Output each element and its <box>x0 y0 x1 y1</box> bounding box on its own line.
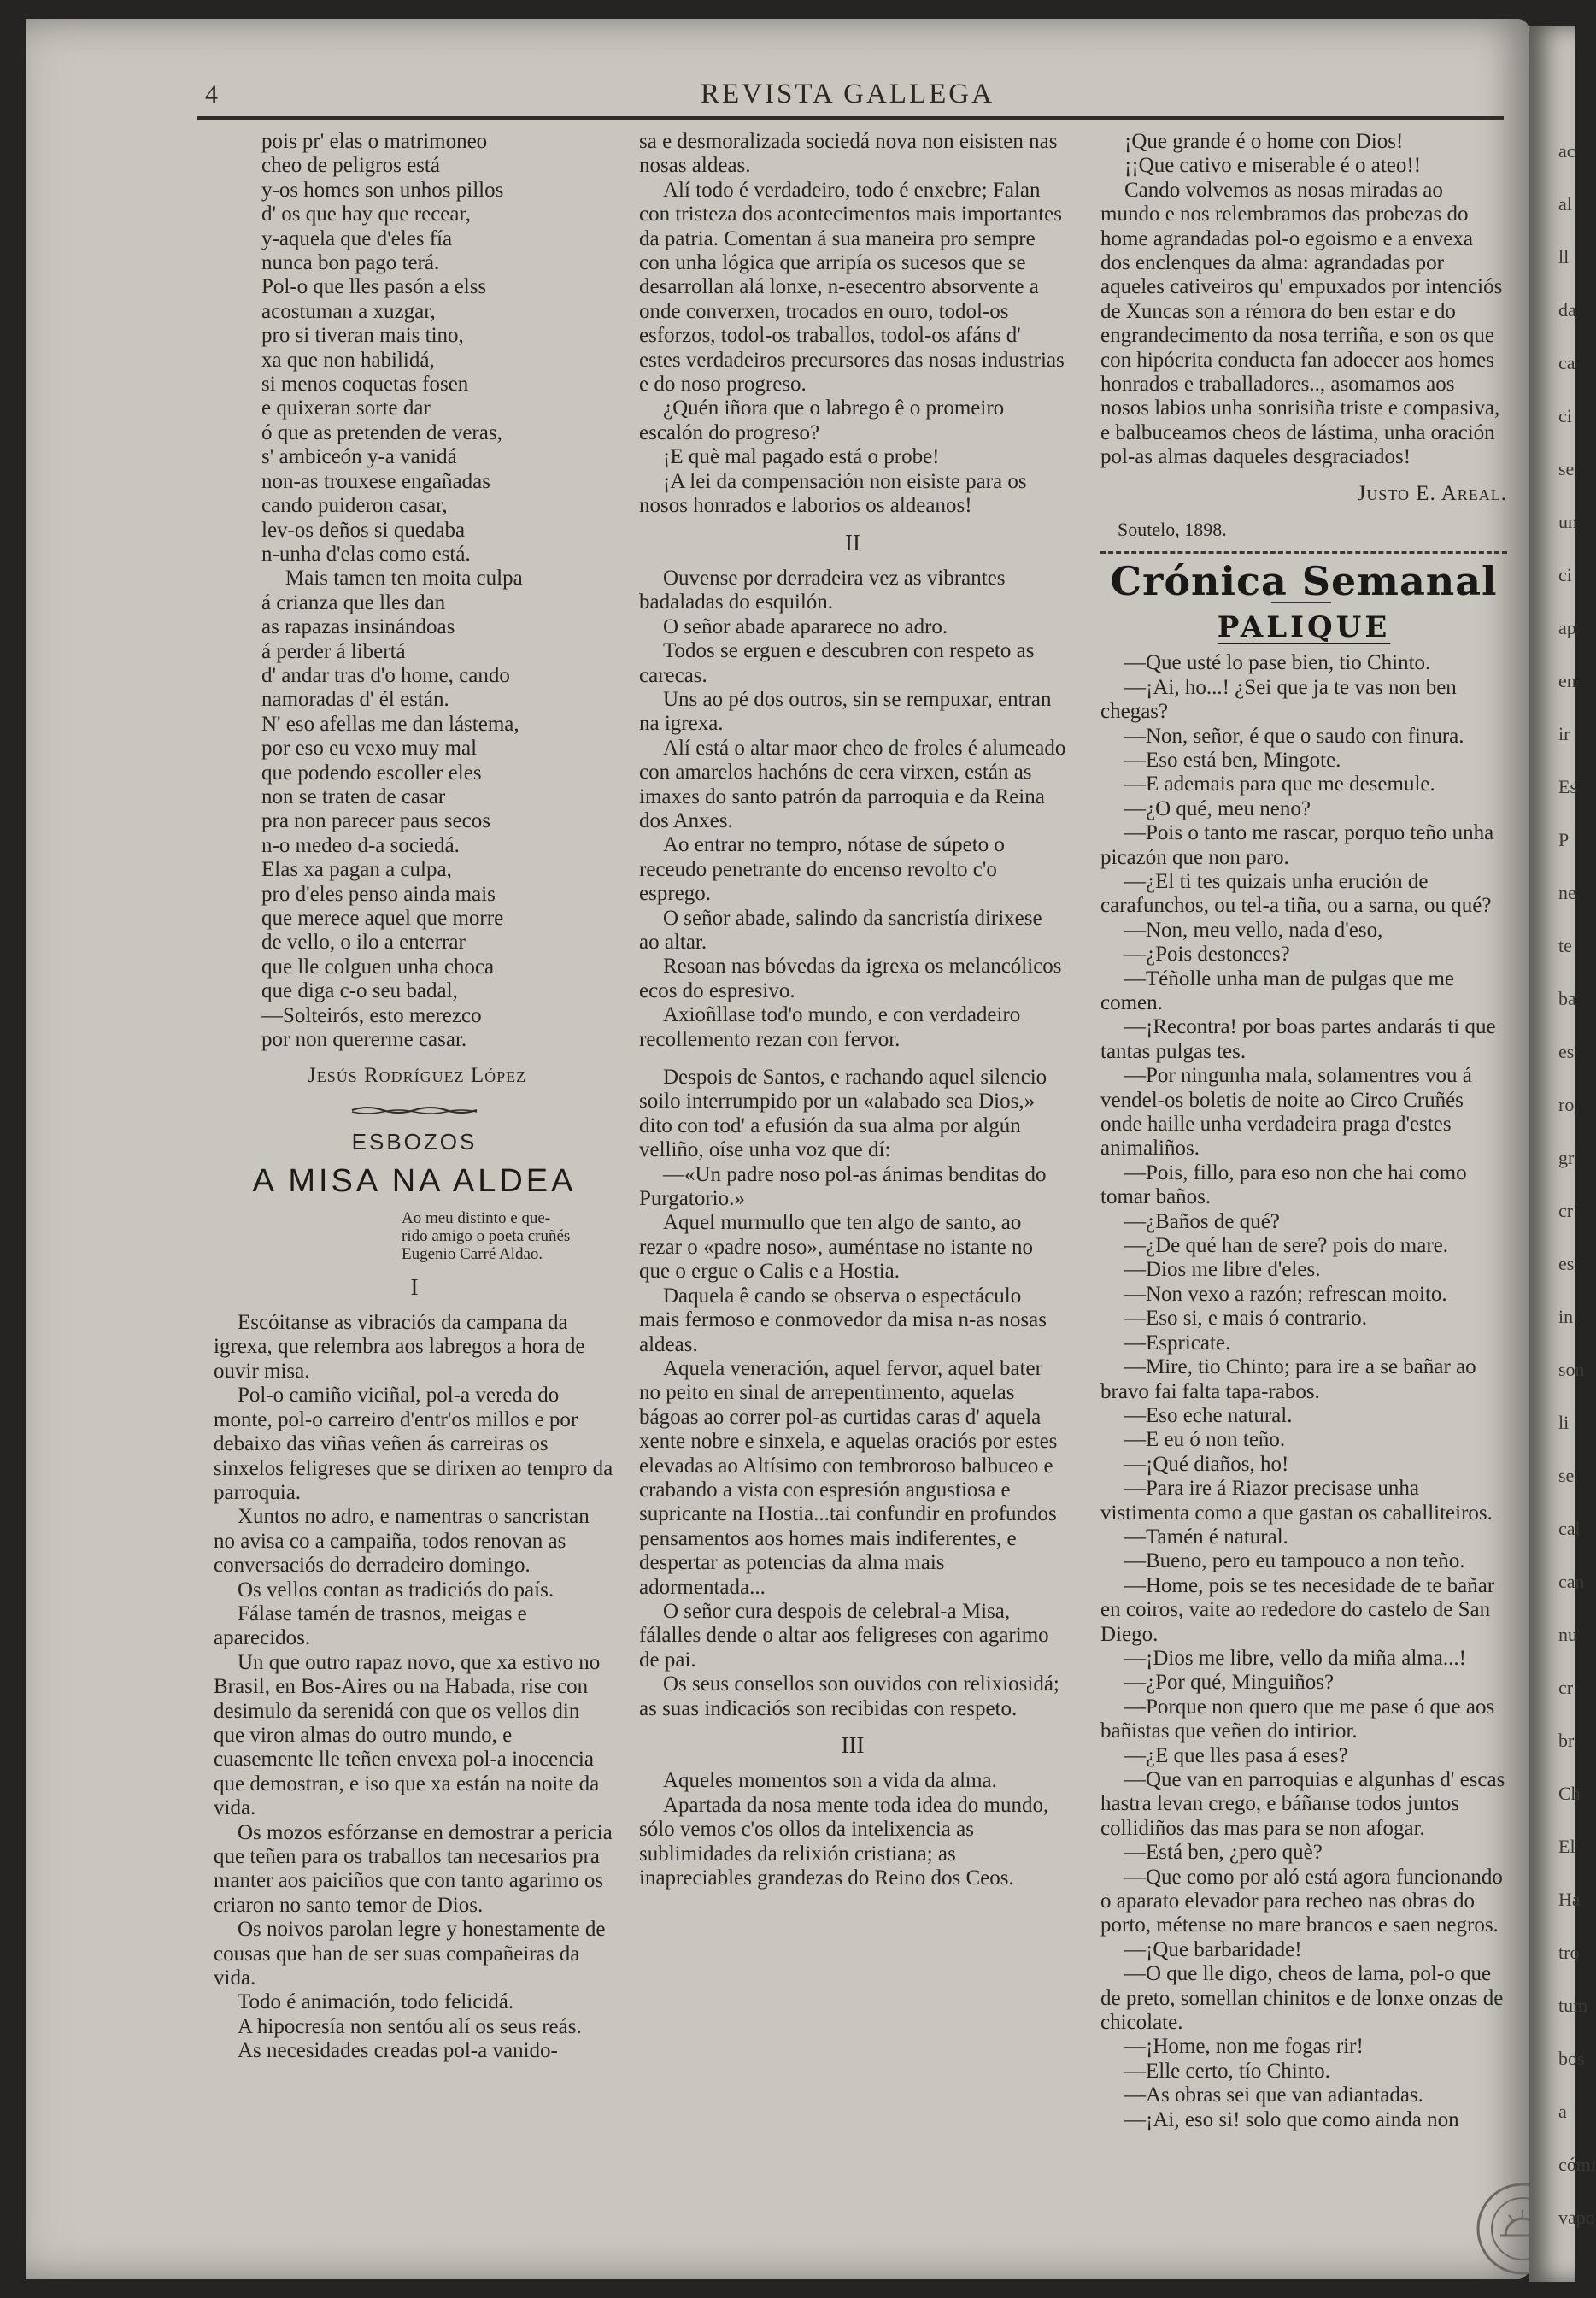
adjacent-page-fragment: se <box>1558 1465 1575 1486</box>
ornament-divider <box>214 1101 615 1120</box>
dialogue-line: —¡Recontra! por boas partes andarás ti que tantas pulgas tes. <box>1100 1015 1496 1063</box>
paragraph: sa e desmoralizada sociedá nova non eisisten nas nosas aldeas. <box>639 130 1058 178</box>
adjacent-page-fragment: ac <box>1558 140 1575 162</box>
paragraph: Escóitanse as vibraciós da campana da igrexa, que relembra aos labregos a hora de ouvir misa. <box>214 1311 585 1383</box>
page-number: 4 <box>205 80 218 109</box>
place-date: Soutelo, 1898. <box>1118 519 1227 541</box>
paragraph: ¡E què mal pagado está o probe! <box>663 445 940 469</box>
paragraph: Aquela veneración, aquel fervor, aquel bater no peito en sinal de arrepentimento, aquelas bágoas ao correr pol-as curtidas caras d' aquela xente nobre e sinxela, e aquelas oraciós por estes elevadas ao Altísimo con tembroroso balbuceo e crabando a vista con espresión angustiosa e supricante na Hostia...tai confundir en profundos pensamentos aos homes mais indiferentes, e despertar as potencias da alma mais adormentada... <box>639 1356 1058 1599</box>
dialogue-line: —¡Qué diaños, ho! <box>1124 1452 1289 1476</box>
dialogue-line: —Home, pois se tes necesidade de te bañar en coiros, vaite ao rededore do castelo de San Diego. <box>1100 1573 1495 1646</box>
newspaper-page <box>26 19 1529 2279</box>
paragraph: ¡Que grande é o home con Dios! <box>1124 130 1404 153</box>
dialogue-line: —¿Baños de qué? <box>1124 1209 1280 1233</box>
dialogue-line: —Non, señor, é que o saudo con finura. <box>1124 724 1464 748</box>
dialogue-line: —Está ben, ¿pero què? <box>1124 1841 1323 1865</box>
verse-line: si menos coquetas fosen <box>261 373 469 397</box>
adjacent-page-fragment: tro <box>1558 1942 1580 1963</box>
verse-line: á crianza que lles dan <box>261 591 446 614</box>
dialogue-line: —¡Home, non me fogas rir! <box>1124 2035 1364 2059</box>
verse-line: N' eso afellas me dan lástema, <box>261 712 519 736</box>
dialogue-line: —¡Ai, ho...! ¿Sei que ja te vas non ben chegas? <box>1100 675 1457 724</box>
column-2 <box>639 130 1066 1890</box>
adjacent-page-fragment: te <box>1558 935 1572 956</box>
dialogue-line: —Pois o tanto me rascar, porquo teño unha picazón que non paro. <box>1100 821 1494 869</box>
verse-line: cheo de peligros está <box>261 154 440 178</box>
subsection-title: PALIQUE <box>1217 609 1391 644</box>
dialogue-line: —Eso está ben, Mingote. <box>1124 748 1341 772</box>
dialogue-line: —Eso si, e mais ó contrario. <box>1124 1307 1367 1331</box>
verse-line: Pol-o que lles pasón a elss <box>261 275 487 299</box>
verse-line: acostuman a xuzgar, <box>261 299 436 323</box>
adjacent-page-fragment: en <box>1558 670 1576 691</box>
verse-line: que merece aquel que morre <box>261 907 504 930</box>
verse-line: pro si tiveran mais tino, <box>261 324 464 348</box>
adjacent-page-fragment: son <box>1558 1359 1585 1380</box>
verse-line: non-as trouxese engañadas <box>261 469 490 493</box>
paragraph: Aqueles momentos son a vida da alma. <box>663 1769 997 1793</box>
dedication-line: rido amigo o poeta cruñés <box>402 1226 571 1245</box>
adjacent-page-fragment: li <box>1558 1412 1570 1433</box>
adjacent-page-edge <box>1529 26 1596 2282</box>
paragraph: Un que outro rapaz novo, que xa estivo no Brasil, en Bos-Aires ou na Habada, rise con desimulo da serenidá con que os vellos din que viron almas do outro mundo, e cuasemente lle teñen envexa pol-a inocencia que demostran, e iso que xa están na noite da vida. <box>214 1650 601 1820</box>
paragraph: Apartada da nosa mente toda idea do mundo, sólo vemos c'os ollos da intelixencia as sublimidades da relixión cristiana; as inapreciables grandezas do Reino dos Ceos. <box>639 1793 1049 1890</box>
dialogue-line: —¡Ai, eso si! solo que como ainda non <box>1124 2107 1459 2131</box>
dialogue-line: —¿El ti tes quizais unha erución de carafunchos, ou tel-a tiña, ou a sarna, ou qué? <box>1100 869 1492 918</box>
paragraph: Daquela ê cando se observa o espectáculo mais fermoso e conmovedor da misa n-as nosas aldeas. <box>639 1284 1047 1356</box>
paragraph: Cando volvemos as nosas miradas ao mundo e nos relembramos das probezas do home agrandadas pol-o egoismo e a envexa dos enclenques da alma: agrandadas por aqueles cativeiros qu' empuxados por intenciós de Xuncas son a rémora do ben estar e do engrandecimento da nosa terriña, e son os que con hipócrita conducta fan adoecer aos homes honrados e traballadores.., asomamos aos nosos labios unha sonrisiña triste e compasiva, e balbuceamos cheos de lástima, unha oración pol-as almas daqueles desgraciados! <box>1100 178 1503 469</box>
dedication-line: Ao meu distinto e que- <box>402 1208 551 1227</box>
adjacent-page-fragment: El <box>1558 1836 1575 1857</box>
adjacent-page-fragment: se <box>1558 458 1575 479</box>
dialogue-line: —Espricate. <box>1124 1331 1231 1355</box>
dialogue <box>1100 651 1507 2132</box>
verse-line: y-os homes son unhos pillos <box>261 178 504 202</box>
dialogue-line: —Téñolle unha man de pulgas que me comen. <box>1100 967 1454 1014</box>
verse-line: as rapazas insinándoas <box>261 615 455 639</box>
adjacent-page-fragment: can <box>1558 1571 1585 1592</box>
verse-line: nunca bon pago terá. <box>261 251 440 275</box>
paragraph: Despois de Santos, e rachando aquel silencio soilo interrumpido por un «alabado sea Dios,» dito con tod' a efusión da sua alma por algún velliño, oíse unha voz que dí: <box>639 1066 1047 1162</box>
dialogue-line: —¡Que barbaridade! <box>1124 1937 1302 1961</box>
verse-line: xa que non habilidá, <box>261 348 435 372</box>
verse-line: que lle colguen unha choca <box>261 955 495 979</box>
dialogue-line: —Non vexo a razón; refrescan moito. <box>1124 1282 1447 1306</box>
paragraph: Axioñllase tod'o mundo, e con verdadeiro recollemento rezan con fervor. <box>639 1003 1021 1051</box>
adjacent-page-fragment: ne <box>1558 882 1576 903</box>
column-3 <box>1100 130 1507 2132</box>
verse-line: que podendo escoller eles <box>261 761 482 785</box>
verse-line: d' andar tras d'o home, cando <box>261 663 510 687</box>
poem-signature: Jesús Rodríguez López <box>308 1064 527 1088</box>
verse-line: pra non parecer paus secos <box>261 809 490 833</box>
paragraph: Todo é animación, todo felicidá. <box>238 1990 514 2014</box>
verse-line: que diga c-o seu badal, <box>261 979 458 1003</box>
dialogue-line: —Que van en parroquias e algunhas d' escas hastra levan crego, e báñanse todos juntos collidiños das mas para se non afogar. <box>1100 1768 1505 1840</box>
dialogue-line: —Tamén é natural. <box>1124 1525 1288 1549</box>
paragraph: Aquel murmullo que ten algo de santo, ao rezar o «padre noso», auméntase no istante no que o ergue o Calis e a Hostia. <box>639 1211 1033 1284</box>
verse-line: cando puideron casar, <box>261 494 448 518</box>
paragraph: Fálase tamén de trasnos, meigas e aparecidos. <box>214 1602 527 1650</box>
dialogue-line: —Elle certo, tío Chinto. <box>1124 2059 1330 2083</box>
adjacent-page-fragment: cr <box>1558 1200 1574 1221</box>
paragraph: Ao entrar no tempro, nótase de súpeto o receudo penetrante do encenso revolto c'o esprego. <box>639 833 1005 906</box>
paragraph: As necesidades creadas pol-a vanido- <box>238 2039 558 2063</box>
adjacent-page-fragment: ca <box>1558 352 1575 373</box>
verse-line: lev-os deños si quedaba <box>261 518 466 542</box>
adjacent-page-fragment: al <box>1558 193 1572 215</box>
dialogue-line: —Pois, fillo, para eso non che hai como tomar baños. <box>1100 1161 1467 1209</box>
paragraph: —«Un padre noso pol-as ánimas benditas do Purgatorio.» <box>639 1162 1047 1211</box>
adjacent-page-fragment: da <box>1558 299 1576 320</box>
paragraph: O señor abade apararece no adro. <box>663 614 948 638</box>
dedication-line: Eugenio Carré Aldao. <box>402 1244 543 1263</box>
paragraph: A hipocresía non sentóu alí os seus reás. <box>238 2014 582 2038</box>
verse-line: de vello, o ilo a enterrar <box>261 931 466 955</box>
paragraph: Alí todo é verdadeiro, todo é enxebre; Falan con tristeza dos acontecimentos mais importantes da patria. Comentan á sua maneira pro sempre con unha lógica que arripía os sucesos que se desarrollan alá lonxe, n-esecentro absorvente a onde converxen, trocados en ouro, todol-os esforzos, todol-os traballos, todol-os afáns d' estes verdadeiros precursores das nosas industrias e do noso progreso. <box>639 178 1065 397</box>
dedication <box>214 1209 615 1263</box>
adjacent-page-fragment: br <box>1558 1730 1575 1751</box>
dialogue-line: —Que usté lo pase bien, tio Chinto. <box>1124 651 1431 675</box>
header-rule <box>197 116 1504 120</box>
paragraph: Uns ao pé dos outros, sin se rempuxar, entran na igrexa. <box>639 687 1052 736</box>
section-title: Crónica Semanal <box>1110 557 1498 604</box>
adjacent-page-fragment: ba <box>1558 988 1576 1009</box>
adjacent-page-fragment: tum <box>1558 1995 1588 2016</box>
dialogue-line: —O que lle digo, cheos de lama, pol-o que de preto, somellan chinitos e de lonxe onzas de chicolate. <box>1100 1962 1504 2035</box>
adjacent-page-fragment: cómi <box>1558 2154 1596 2175</box>
paragraph: O señor cura despois de celebral-a Misa, fálalles dende o altar aos feligreses con agarimo de pai. <box>639 1599 1049 1672</box>
verse-line: s' ambiceón y-a vanidá <box>261 445 457 469</box>
dialogue-line: —E ademais para que me desemule. <box>1124 773 1435 796</box>
adjacent-page-fragment: ro <box>1558 1094 1575 1115</box>
adjacent-page-fragment: es <box>1558 1253 1575 1274</box>
dialogue-line: —Para ire á Riazor precisase unha vistimenta como a que gastan os caballiteiros. <box>1100 1477 1493 1525</box>
dialogue-line: —Eso eche natural. <box>1124 1403 1293 1427</box>
paragraph: Todos se erguen e descubren con respeto as carecas. <box>639 639 1035 687</box>
dialogue-line: —¿O qué, meu neno? <box>1124 796 1311 820</box>
dialogue-line: —Dios me libre d'eles. <box>1124 1258 1321 1282</box>
paragraph: Resoan nas bóvedas da igrexa os melancólicos ecos do espresivo. <box>639 955 1062 1002</box>
adjacent-page-fragment: ir <box>1558 723 1570 744</box>
paragraph: Os noivos parolan legre y honestamente de cousas que han de ser suas compañeiras da vida. <box>214 1918 606 1990</box>
adjacent-page-fragment: Es <box>1558 776 1577 797</box>
dialogue-line: —Mire, tio Chinto; para ire a se bañar ao bravo fai falta tapa-rabos. <box>1100 1355 1476 1403</box>
dialogue-line: —¿De qué han de sere? pois do mare. <box>1124 1234 1449 1258</box>
paragraph: Pol-o camiño viciñal, pol-a vereda do monte, pol-o carreiro d'entr'os millos e por debaixo das viñas veñen ás carreiras os sinxelos feligreses que se dirixen ao tempro da parroquia. <box>214 1384 613 1504</box>
paragraph: Ouvense por derradeira vez as vibrantes badaladas do esquilón. <box>639 566 1006 614</box>
verse-line: y-aquela que d'eles fía <box>261 226 453 250</box>
verse-line: d' os que hay que recear, <box>261 203 472 226</box>
verse-line: á perder á libertá <box>261 639 406 663</box>
paragraph: Os mozos esfórzanse en demostrar a pericia que teñen para os traballos tan necesarios pra manter aos paiciños que con tanto agarimo os criaron no santo temor de Dios. <box>214 1820 613 1917</box>
verse-line: n-unha d'elas como está. <box>261 542 471 566</box>
section-numeral: II <box>845 529 860 555</box>
adjacent-page-fragment: P <box>1558 829 1570 850</box>
section-numeral: I <box>410 1273 419 1300</box>
dialogue-line: —E eu ó non teño. <box>1124 1428 1286 1452</box>
dialogue-line: —¡Dios me libre, vello da miña alma...! <box>1124 1646 1466 1670</box>
article-signature: Justo E. Areal. <box>1357 481 1507 505</box>
paragraph: Xuntos no adro, e namentras o sancristan no avisa co a campaiña, todos renovan as conversaciós do derradeiro domingo. <box>214 1505 590 1578</box>
dialogue-line: —Bueno, pero eu tampouco a non teño. <box>1124 1549 1465 1573</box>
adjacent-page-fragment: Ch <box>1558 1783 1581 1804</box>
adjacent-page-fragment: ll <box>1558 246 1570 267</box>
adjacent-page-fragment: in <box>1558 1306 1574 1327</box>
verse-line: —Solteirós, esto merezco <box>261 1003 482 1027</box>
paragraph: Os vellos contan as tradiciós do país. <box>238 1578 554 1602</box>
paragraph: O señor abade, salindo da sancristía dirixese ao altar. <box>639 906 1042 954</box>
dialogue-line: —Porque non quero que me pase ó que aos bañistas que veñen do intirior. <box>1100 1695 1495 1743</box>
verse-line: non se traten de casar <box>261 785 446 808</box>
paragraph: ¡¡Que cativo e miserable é o ateo!! <box>1124 154 1422 178</box>
adjacent-page-fragment: nu <box>1558 1624 1577 1645</box>
dialogue-line: —¿Pois destonces? <box>1124 943 1290 967</box>
verse-line: Elas xa pagan a culpa, <box>261 858 452 882</box>
verse-line: pro d'eles penso ainda mais <box>261 882 496 906</box>
dialogue-line: —Que como por aló está agora funcionando o aparato elevador para recheo nas obras do porto, métense no mare brancos e saen negros. <box>1100 1865 1503 1937</box>
adjacent-page-fragment: cal <box>1558 1518 1581 1539</box>
adjacent-page-fragment: ap <box>1558 617 1576 638</box>
adjacent-page-fragment: bos <box>1558 2048 1585 2069</box>
adjacent-page-fragment: un <box>1558 511 1577 532</box>
article-title: A MISA NA ALDEA <box>252 1163 577 1200</box>
dialogue-line: —Non, meu vello, nada d'eso, <box>1124 918 1383 942</box>
verse-line: e quixeran sorte dar <box>261 397 431 420</box>
adjacent-page-fragment: ci <box>1558 564 1572 585</box>
dialogue-line: —¿E que lles pasa á eses? <box>1124 1743 1348 1767</box>
paragraph: ¡A lei da compensación non eisiste para os nosos honrados e laborios os aldeanos! <box>639 469 1027 518</box>
paragraph: ¿Quén iñora que o labrego ê o promeiro escalón do progreso? <box>639 397 1005 444</box>
adjacent-page-fragment: Ha <box>1558 1889 1581 1910</box>
verse-line: pois pr' elas o matrimoneo <box>261 130 488 153</box>
dialogue-line: —As obras sei que van adiantadas. <box>1124 2083 1423 2107</box>
adjacent-page-fragment: gr <box>1558 1147 1575 1168</box>
verse-line: por non quererme casar. <box>261 1028 467 1052</box>
verse-line: Mais tamen ten moita culpa <box>285 567 523 591</box>
running-head: REVISTA GALLEGA <box>701 79 995 109</box>
adjacent-page-fragment: vapo <box>1558 2207 1595 2228</box>
paragraph: Alí está o altar maor cheo de froles é alumeado con amarelos hachóns de cera virxen, están as imaxes do santo patrón da parroquia e da Reina dos Anxes. <box>639 736 1066 832</box>
dialogue-line: —¿Por qué, Minguiños? <box>1124 1671 1335 1695</box>
adjacent-page-fragment: cr <box>1558 1677 1574 1698</box>
poem-verses-a <box>214 130 615 1052</box>
verse-line: ó que as pretenden de veras, <box>261 420 502 444</box>
paragraph: Os seus consellos son ouvidos con relixiosidá; as suas indicaciós son recibidas con respeto. <box>639 1672 1059 1720</box>
gap <box>639 1052 1066 1066</box>
section-heading: ESBOZOS <box>351 1128 478 1155</box>
dialogue-line: —Por ningunha mala, solamentres vou á vendel-os boletis de noite ao Circo Cruñés onde haille unha verdadeira praga d'estes animaliños. <box>1100 1064 1472 1161</box>
adjacent-page-fragment: es <box>1558 1041 1575 1062</box>
verse-line: n-o medeo d-a sociedá. <box>261 833 460 857</box>
verse-line: namoradas d' él están. <box>261 688 449 712</box>
adjacent-page-fragment: ci <box>1558 405 1572 426</box>
section-numeral: III <box>841 1732 865 1758</box>
column-1 <box>214 130 615 2064</box>
verse-line: por eso eu vexo muy mal <box>261 737 478 761</box>
adjacent-page-fragment: a <box>1558 2101 1567 2122</box>
